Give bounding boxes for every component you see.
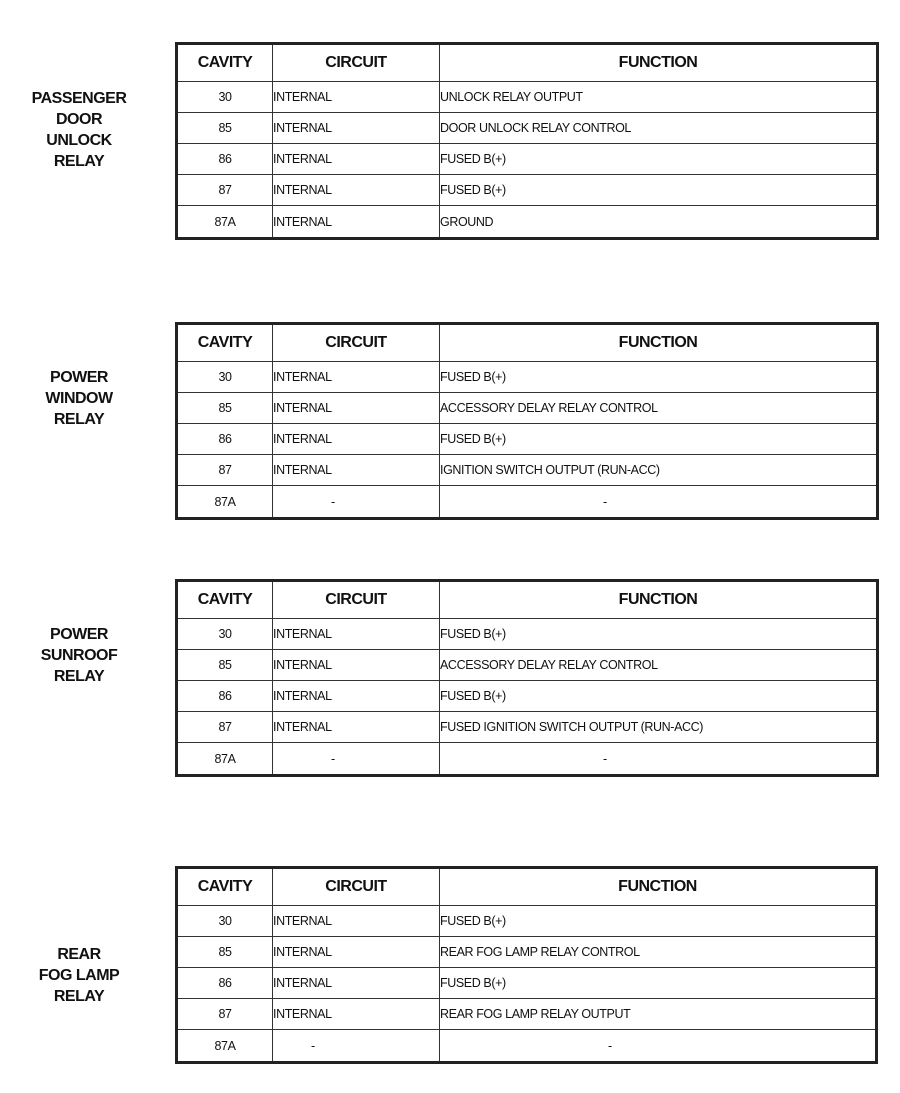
cavity-header: CAVITY <box>177 324 273 362</box>
relay-label-passenger-door-unlock <box>18 88 140 172</box>
circuit-cell: INTERNAL <box>273 906 440 937</box>
table-row <box>177 144 878 175</box>
relay-label-rear-fog-lamp <box>18 944 140 1007</box>
circuit-cell: INTERNAL <box>273 937 440 968</box>
function-cell: REAR FOG LAMP RELAY OUTPUT <box>440 999 877 1030</box>
cavity-cell: 30 <box>177 619 273 650</box>
function-header: FUNCTION <box>440 44 878 82</box>
circuit-cell: INTERNAL <box>273 650 440 681</box>
table-row <box>177 1030 877 1063</box>
cavity-cell: 85 <box>177 393 273 424</box>
relay-label-line: WINDOW <box>45 390 113 407</box>
function-cell: FUSED B(+) <box>440 619 878 650</box>
function-cell: FUSED B(+) <box>440 681 878 712</box>
cavity-cell: 87 <box>177 175 273 206</box>
function-cell: GROUND <box>440 206 878 239</box>
relay-label-line: PASSENGER <box>31 90 127 107</box>
table-header-row <box>177 868 877 906</box>
cavity-cell: 87 <box>177 999 273 1030</box>
function-cell: FUSED B(+) <box>440 968 877 999</box>
cavity-cell: 87A <box>177 486 273 519</box>
cavity-cell: 87A <box>177 1030 273 1063</box>
table-row <box>177 113 878 144</box>
circuit-cell: INTERNAL <box>273 424 440 455</box>
table-row <box>177 906 877 937</box>
table-row <box>177 393 878 424</box>
function-cell: FUSED B(+) <box>440 906 877 937</box>
function-cell: IGNITION SWITCH OUTPUT (RUN-ACC) <box>440 455 878 486</box>
circuit-header: CIRCUIT <box>273 324 440 362</box>
function-header: FUNCTION <box>440 868 877 906</box>
circuit-cell: INTERNAL <box>273 712 440 743</box>
relay-label-line: RELAY <box>53 668 105 685</box>
circuit-cell: INTERNAL <box>273 681 440 712</box>
function-cell: REAR FOG LAMP RELAY CONTROL <box>440 937 877 968</box>
pin-table-power-window <box>175 322 879 520</box>
circuit-header: CIRCUIT <box>273 868 440 906</box>
cavity-header: CAVITY <box>177 868 273 906</box>
table-row <box>177 486 878 519</box>
relay-label-line: RELAY <box>53 411 105 428</box>
function-cell: ACCESSORY DELAY RELAY CONTROL <box>440 393 878 424</box>
cavity-cell: 30 <box>177 906 273 937</box>
circuit-cell: INTERNAL <box>273 362 440 393</box>
cavity-header: CAVITY <box>177 581 273 619</box>
table-header-row <box>177 324 878 362</box>
circuit-cell: INTERNAL <box>273 455 440 486</box>
cavity-cell: 87A <box>177 206 273 239</box>
circuit-cell: INTERNAL <box>273 393 440 424</box>
cavity-cell: 86 <box>177 424 273 455</box>
relay-label-line: RELAY <box>53 988 105 1005</box>
relay-label-line: REAR <box>57 946 101 963</box>
cavity-cell: 87 <box>177 455 273 486</box>
table-row <box>177 712 878 743</box>
cavity-cell: 30 <box>177 82 273 113</box>
relay-label-line: FOG LAMP <box>38 967 120 984</box>
relay-label-line: RELAY <box>53 153 105 170</box>
function-cell: UNLOCK RELAY OUTPUT <box>440 82 878 113</box>
circuit-cell: INTERNAL <box>273 619 440 650</box>
function-cell: FUSED IGNITION SWITCH OUTPUT (RUN-ACC) <box>440 712 878 743</box>
cavity-cell: 87A <box>177 743 273 776</box>
circuit-cell: INTERNAL <box>273 206 440 239</box>
relay-label-line: DOOR <box>56 111 102 128</box>
circuit-cell: - <box>273 743 440 776</box>
circuit-cell: INTERNAL <box>273 113 440 144</box>
circuit-header: CIRCUIT <box>273 581 440 619</box>
circuit-cell: INTERNAL <box>273 175 440 206</box>
pin-table-rear-fog-lamp <box>175 866 878 1064</box>
circuit-cell: INTERNAL <box>273 999 440 1030</box>
function-cell: - <box>440 486 878 519</box>
function-header: FUNCTION <box>440 581 878 619</box>
function-cell: DOOR UNLOCK RELAY CONTROL <box>440 113 878 144</box>
function-cell: ACCESSORY DELAY RELAY CONTROL <box>440 650 878 681</box>
relay-label-line: SUNROOF <box>40 647 118 664</box>
table-row <box>177 681 878 712</box>
relay-label-power-sunroof <box>18 624 140 687</box>
table-row <box>177 424 878 455</box>
cavity-cell: 85 <box>177 113 273 144</box>
table-row <box>177 82 878 113</box>
table-row <box>177 999 877 1030</box>
table-row <box>177 619 878 650</box>
function-cell: FUSED B(+) <box>440 175 878 206</box>
table-row <box>177 175 878 206</box>
function-cell: - <box>440 743 878 776</box>
table-row <box>177 968 877 999</box>
function-header: FUNCTION <box>440 324 878 362</box>
table-row <box>177 206 878 239</box>
function-cell: FUSED B(+) <box>440 424 878 455</box>
table-header-row <box>177 581 878 619</box>
table-row <box>177 650 878 681</box>
pin-table-passenger-door-unlock <box>175 42 879 240</box>
function-cell: FUSED B(+) <box>440 144 878 175</box>
function-cell: FUSED B(+) <box>440 362 878 393</box>
table-row <box>177 937 877 968</box>
table-row <box>177 362 878 393</box>
relay-label-line: POWER <box>50 626 108 643</box>
cavity-cell: 85 <box>177 650 273 681</box>
cavity-cell: 87 <box>177 712 273 743</box>
cavity-cell: 86 <box>177 681 273 712</box>
relay-label-line: POWER <box>50 369 108 386</box>
circuit-cell: - <box>273 486 440 519</box>
cavity-header: CAVITY <box>177 44 273 82</box>
cavity-cell: 85 <box>177 937 273 968</box>
pin-table-power-sunroof <box>175 579 879 777</box>
circuit-cell: INTERNAL <box>273 82 440 113</box>
circuit-header: CIRCUIT <box>273 44 440 82</box>
cavity-cell: 86 <box>177 144 273 175</box>
relay-label-power-window <box>18 367 140 430</box>
table-row <box>177 455 878 486</box>
cavity-cell: 30 <box>177 362 273 393</box>
cavity-cell: 86 <box>177 968 273 999</box>
table-row <box>177 743 878 776</box>
relay-label-line: UNLOCK <box>46 132 112 149</box>
function-cell: - <box>440 1030 877 1063</box>
circuit-cell: INTERNAL <box>273 144 440 175</box>
circuit-cell: INTERNAL <box>273 968 440 999</box>
table-header-row <box>177 44 878 82</box>
circuit-cell: - <box>273 1030 440 1063</box>
